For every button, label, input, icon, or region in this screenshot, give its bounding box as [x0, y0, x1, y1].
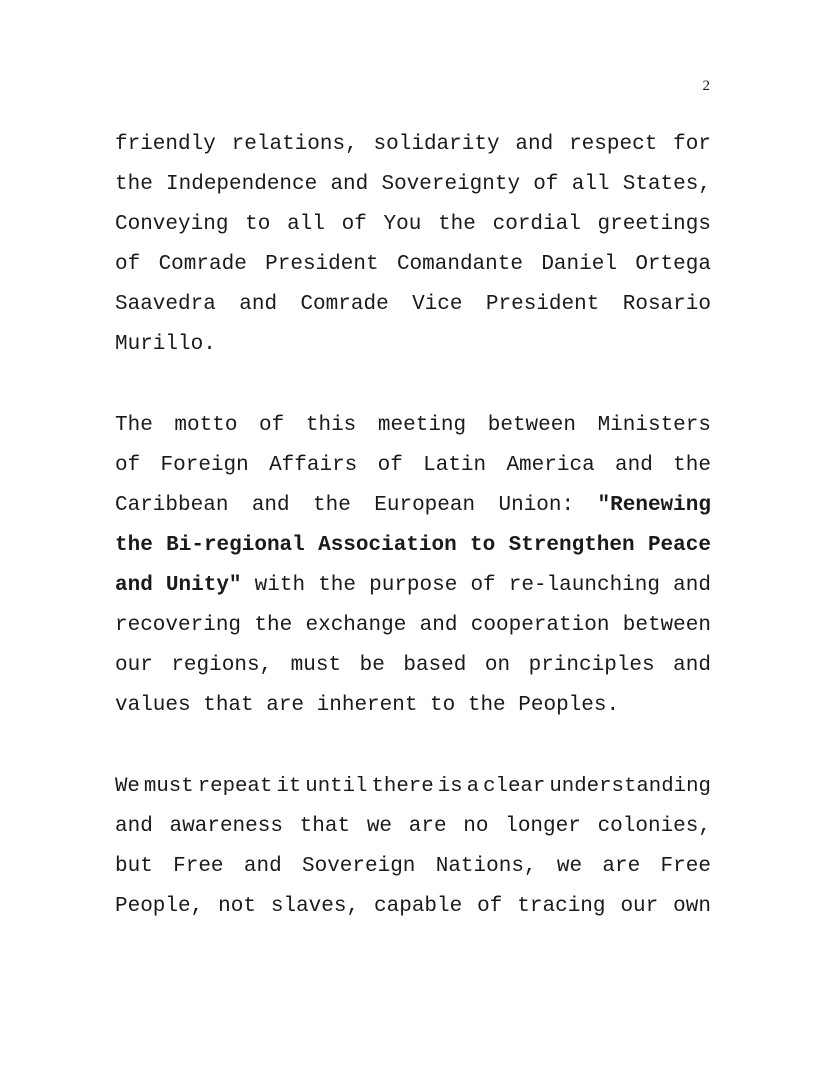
text-line [115, 807, 711, 847]
word: it [276, 775, 302, 798]
word: Free [173, 855, 224, 878]
word: based [403, 654, 467, 677]
word: European [374, 494, 476, 517]
word: Saavedra [115, 293, 216, 316]
word: of [115, 454, 141, 477]
word: "Renewing [597, 494, 711, 517]
word: We [115, 775, 140, 798]
word: Vice [412, 293, 463, 316]
word: this [305, 414, 357, 437]
word: tracing [517, 895, 606, 918]
word: must [143, 775, 194, 798]
word: and [515, 133, 554, 156]
word: all [287, 213, 325, 236]
word: You [383, 213, 422, 236]
text-line [115, 847, 711, 887]
word: of [341, 213, 367, 236]
text-line [115, 646, 711, 686]
word: longer [505, 815, 581, 838]
word: meeting [377, 414, 467, 437]
word: clear [483, 775, 546, 798]
text-line [115, 165, 711, 205]
text-line [115, 526, 711, 566]
word: Daniel [541, 253, 617, 276]
word: regions, [171, 654, 273, 677]
text-line [115, 887, 711, 927]
word: Caribbean [115, 494, 229, 517]
word: until [305, 775, 368, 798]
word: the [115, 173, 153, 196]
word: States, [622, 173, 711, 196]
word: our [115, 654, 153, 677]
paragraph-free-nations [115, 767, 711, 927]
word: the [254, 614, 293, 637]
word: must [290, 654, 342, 677]
word: colonies, [597, 815, 711, 838]
word: on [484, 654, 511, 677]
text-line [115, 406, 711, 446]
word: and [115, 574, 153, 597]
text-line [115, 245, 711, 285]
text-line [115, 125, 711, 165]
word: that [299, 815, 351, 838]
word: but [115, 855, 153, 878]
text-line [115, 767, 711, 807]
text-line [115, 686, 711, 726]
word: motto [174, 414, 238, 437]
word: Foreign [160, 454, 249, 477]
word: of [533, 173, 559, 196]
word: the [438, 213, 476, 236]
word: is [437, 775, 463, 798]
word: and [239, 293, 278, 316]
word: Strengthen [508, 534, 635, 557]
word: Affairs [269, 454, 358, 477]
word: Latin [423, 454, 487, 477]
word: own [673, 895, 711, 918]
word: Comrade [300, 293, 389, 316]
word: Union: [498, 494, 575, 517]
word: People, [115, 895, 204, 918]
word: of [259, 414, 285, 437]
word: Independence [166, 173, 318, 196]
word: we [556, 855, 583, 878]
word: awareness [169, 815, 283, 838]
word: between [487, 414, 576, 437]
word: of [470, 574, 496, 597]
word: slaves, [270, 895, 360, 918]
word: Free [660, 855, 711, 878]
text-line [115, 606, 711, 646]
word: Unity" [165, 574, 242, 597]
word: all [571, 173, 610, 196]
word: we [366, 815, 393, 838]
word: not [218, 895, 256, 918]
text-line [115, 205, 711, 245]
word: no [463, 815, 489, 838]
word: are [408, 815, 447, 838]
word: to [470, 534, 496, 557]
word: and [673, 574, 711, 597]
word: of [115, 253, 141, 276]
word: Sovereignty [381, 173, 521, 196]
text-run: values that are inherent to the Peoples. [115, 694, 620, 717]
paragraph-meeting-motto [115, 406, 711, 726]
word: Ministers [597, 414, 711, 437]
word: and [614, 454, 653, 477]
word: recovering [115, 614, 242, 637]
word: Sovereign [301, 855, 416, 878]
word: respect [569, 133, 658, 156]
text-line [115, 446, 711, 486]
paragraph-greetings [115, 125, 711, 365]
word: Comrade [158, 253, 247, 276]
word: of [377, 454, 403, 477]
word: to [245, 213, 271, 236]
word: and [673, 654, 711, 677]
word: principles [528, 654, 655, 677]
word: repeat [197, 775, 273, 798]
word: there [371, 775, 434, 798]
word: President [485, 293, 600, 316]
word: cooperation [470, 614, 610, 637]
word: relations, [231, 133, 358, 156]
word: and [115, 815, 153, 838]
word: greetings [597, 213, 711, 236]
word: purpose [369, 574, 458, 597]
word: the [673, 454, 711, 477]
word: and [419, 614, 458, 637]
text-line [115, 566, 711, 606]
word: re-launching [508, 574, 660, 597]
word: the [318, 574, 356, 597]
word: and [330, 173, 369, 196]
word: and [243, 855, 282, 878]
text-line [115, 486, 711, 526]
text-line [115, 325, 711, 365]
text-line [115, 285, 711, 325]
word: the [313, 494, 351, 517]
word: with [254, 574, 306, 597]
word: Nations, [435, 855, 537, 878]
word: solidarity [373, 133, 500, 156]
page-number: 2 [702, 78, 710, 94]
word: between [622, 614, 711, 637]
word: capable [374, 895, 463, 918]
word: friendly [115, 133, 216, 156]
word: America [506, 454, 595, 477]
word: Association [318, 534, 457, 557]
word: understanding [549, 775, 711, 798]
word: Peace [647, 534, 711, 557]
word: for [673, 133, 711, 156]
word: are [602, 855, 641, 878]
text-run: Murillo. [115, 333, 216, 356]
word: Ortega [635, 253, 711, 276]
word: the [115, 534, 153, 557]
word: Conveying [115, 213, 229, 236]
word: Rosario [622, 293, 711, 316]
word: cordial [492, 213, 581, 236]
word: a [466, 775, 480, 798]
word: The [115, 414, 153, 437]
word: President [265, 253, 379, 276]
word: Bi-regional [166, 534, 305, 557]
word: and [251, 494, 290, 517]
word: be [359, 654, 385, 677]
word: Comandante [396, 253, 523, 276]
word: of [477, 895, 503, 918]
word: exchange [305, 614, 407, 637]
word: our [620, 895, 659, 918]
